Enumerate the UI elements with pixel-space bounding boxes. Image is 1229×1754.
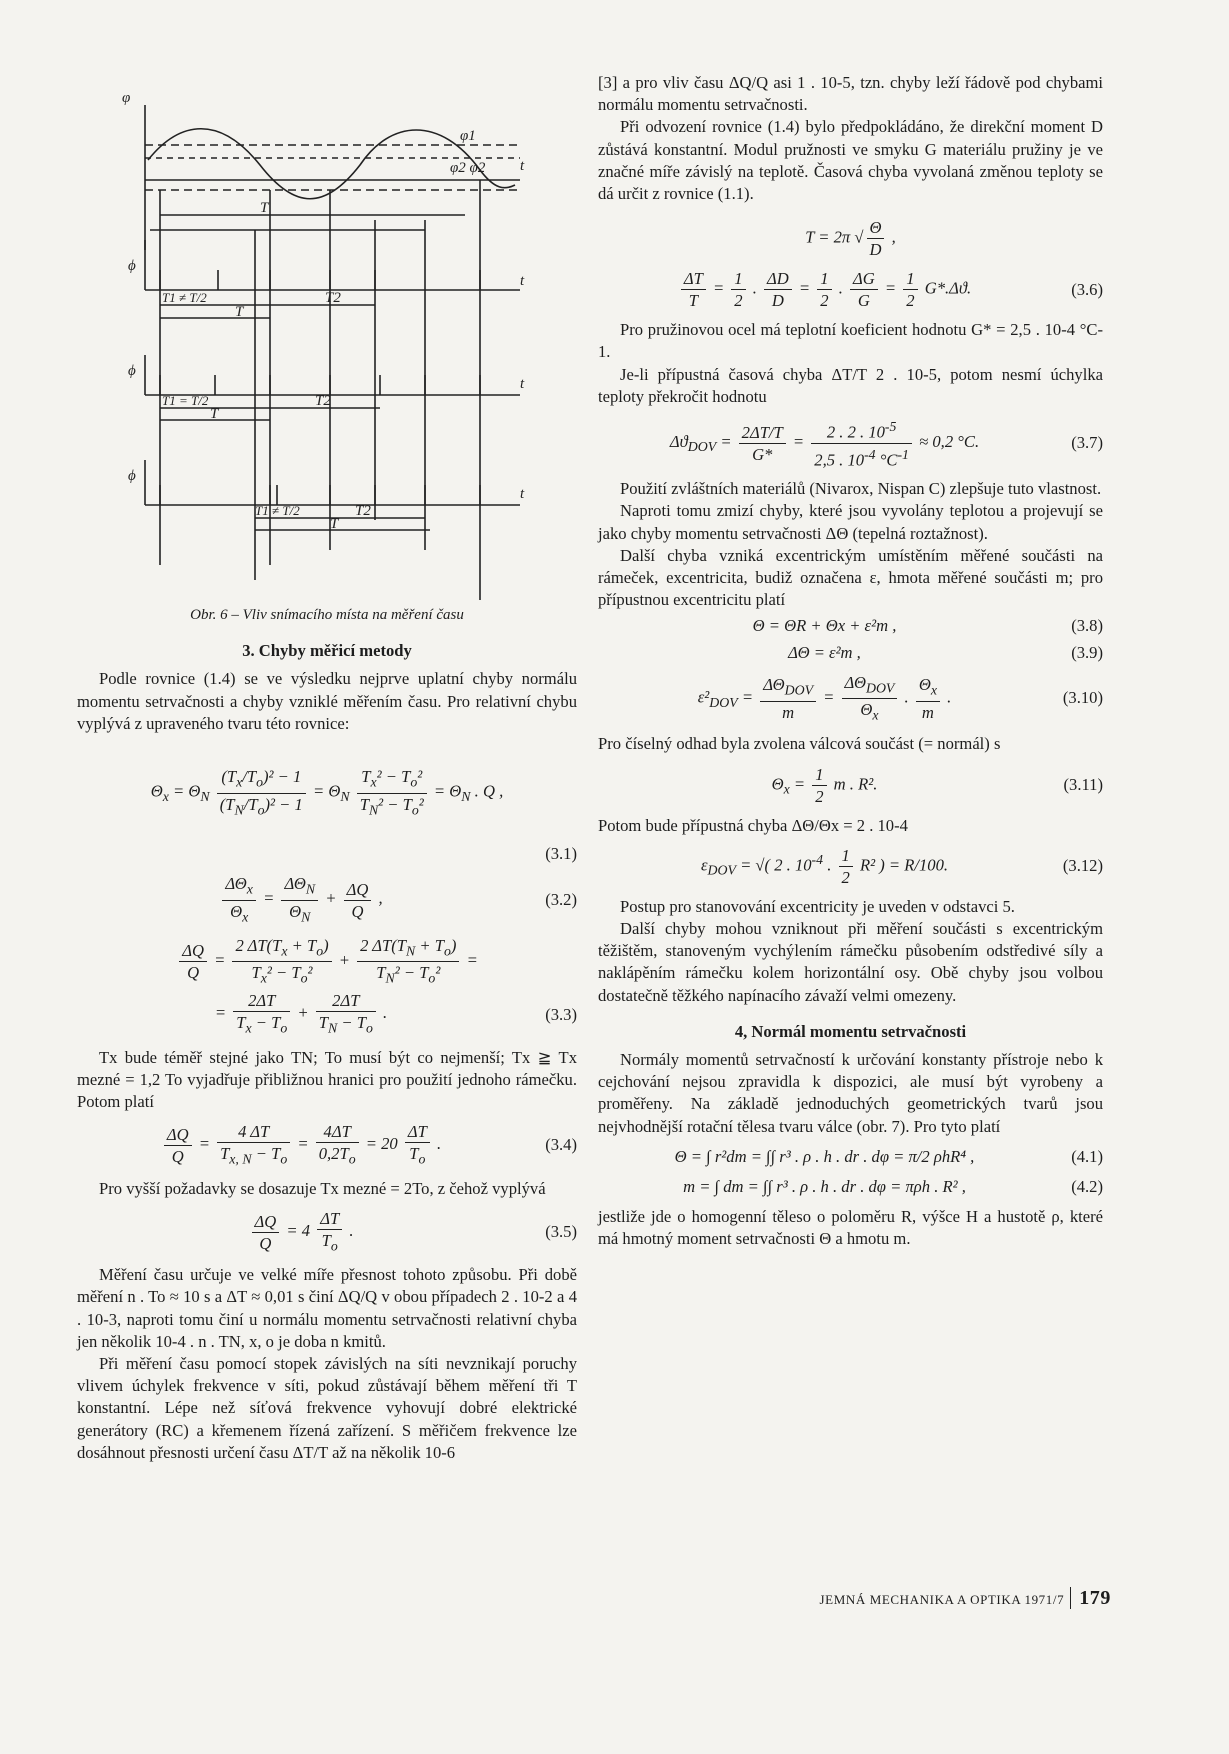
paragraph: [3] a pro vliv času ΔQ/Q asi 1 . 10-5, tzn. chyby leží řádově pod chybami normálu momentu setrvačnosti.: [598, 73, 1103, 115]
fig-label-T2-3: T2: [355, 503, 371, 519]
fig-label-t3: t: [520, 376, 525, 392]
equation-3-8: Θ = ΘR + Θx + ε²m , (3.8): [752, 616, 1103, 636]
paragraph: Při měření času pomocí stopek závislých na síti nevznikají poruchy vlivem úchylek frekvence v síti, pokud zůstávají během měření tři T konstantní. Lépe než síťová frekvence vyhovují dobré elektrické generátory (RC) a křemenem řízená zařízení. S měřičem frekvence lze dosáhnout přesnosti určení času ΔT/T až na několik 10-6: [77, 1354, 577, 1462]
page-number: 179: [1070, 1587, 1111, 1609]
equation-3-3b: = $\frac{2\Delta T}{T_x - T_o}$ + $\frac{2\Delta T}{T_N - T_o}$ . (3.3): [214, 991, 577, 1036]
equation-3-11: $\Theta_x$ = $\frac{1}{2}$ m . R². (3.11): [771, 764, 1103, 806]
fig-label-T-2: T: [210, 406, 219, 422]
paragraph: Podle rovnice (1.4) se ve výsledku nejprve uplatní chyby normálu momentu setrvačnosti a chyby vzniklé měřením času. Pro relativní chybu vyplývá z upraveného tvaru této rovnice:: [77, 669, 577, 733]
equation-3-2: $\frac{\Delta\Theta_x}{\Theta_x}$ = $\frac{\Delta\Theta_N}{\Theta_N}$ + $\frac{\Delta Q}{Q}$ , (3.2): [77, 873, 577, 927]
paragraph: Další chyba vzniká excentrickým umístěním měřené součásti na rámeček, excentricita, budiž označena ε, hmota měřené součásti m; pro přípustnou excentricitu platí: [598, 545, 1103, 610]
fig-label-T-top: T: [260, 200, 269, 216]
figure-caption: Obr. 6 – Vliv snímacího místa na měření času: [190, 607, 464, 623]
equation-3-7: $\Delta ϑ_{DOV}$ = $\frac{2\Delta T/T}{G*}$ = $\frac{2 . 2 . 10^{-5}}{2,5 . 10^{-4} ^\circ C^{-1}}$ ≈ 0,2 °C. (3.7): [598, 416, 1103, 470]
paragraph: Použití zvláštních materiálů (Nivarox, Nispan C) zlepšuje tuto vlastnost.: [620, 479, 1102, 499]
fig-label-t2: t: [520, 273, 525, 289]
equation-3-3a: $\frac{\Delta Q}{Q}$ = $\frac{2 \Delta T(T_x + T_o)}{T_x^2 - T_o^2}$ + $\frac{2 \Delta T(T_N + T_o)}{T_N^2 - T_o^2}$ =: [77, 935, 577, 989]
paragraph: Normály momentů setrvačností k určování konstanty přístroje nebo k cejchování nejsou zpravidla k dispozici, ale musí být vyrobeny a proměřeny. Na základě jednoduchých geometrických tvarů jsou nejvhodnější rotační tělesa tvaru válce (obr. 7). Pro tyto platí: [598, 1049, 1103, 1136]
paragraph: Při odvození rovnice (1.4) bylo předpokládáno, že direkční moment D zůstává konstantní. Modul pružnosti ve smyku G materiálu pružiny je ve značné míře závislý na teplotě. Časová chyba vyvolaná změnou teploty se dá určit z rovnice (1.1).: [598, 117, 1103, 204]
fig-label-T-1: T: [235, 304, 244, 320]
journal-name: JEMNÁ MECHANIKA A OPTIKA 1971/7: [819, 1592, 1065, 1607]
fig-label-T1-neq: T1 ≠ T/2: [162, 290, 207, 305]
fig-label-phi-axis: φ: [122, 90, 131, 106]
fig-label-T1-neq-2: T1 ≠ T/2: [255, 503, 300, 518]
fig-label-t4: t: [520, 486, 525, 502]
section-heading-4: 4, Normál momentu setrvačnosti: [734, 1021, 967, 1041]
fig-label-pulse1: ϕ: [128, 258, 136, 274]
equation-3-10: $\varepsilon^2_{DOV}$ = $\frac{\Delta\Theta_{DOV}}{m}$ = $\frac{\Delta\Theta_{DOV}}{\Theta_x}$ . $\frac{\Theta_x}{m}$ . (3.10): [697, 672, 1103, 723]
right-column: [598, 72, 1103, 1251]
fig-label-phi2: φ2 φ2: [450, 160, 486, 176]
paragraph: Naproti tomu zmizí chyby, které jsou vyvolány teplotou a projevují se jako chyby momentu setrvačnosti ΔΘ (tepelná roztažnost).: [598, 501, 1103, 543]
equation-3-12: $\varepsilon_{DOV}$ = √( 2 . $10^{-4}$ . $\frac{1}{2}$ R² ) = R/100. (3.12): [700, 845, 1103, 887]
fig-label-T2-1: T2: [325, 290, 341, 306]
equation-3-6: $\frac{\Delta T}{T}$ = $\frac{1}{2}$ . $\frac{\Delta D}{D}$ = $\frac{1}{2}$ . $\frac{\Delta G}{G}$ = $\frac{1}{2}$ G*.Δϑ. (3.6): [598, 268, 1103, 311]
fig-label-T1-eq: T1 = T/2: [162, 393, 209, 408]
equation-T-root: T = 2π √ $\frac{\Theta}{D}$ ,: [805, 218, 896, 260]
paragraph: Pro číselný odhad byla zvolena válcová součást (= normál) s: [598, 734, 1001, 754]
equation-4-2: m = ∫ dm = ∫∫ r³ . ρ . h . dr . dφ = πρh . R² , (4.2): [683, 1176, 1103, 1196]
paragraph: Postup pro stanovování excentricity je uveden v odstavci 5.: [620, 896, 1015, 916]
paragraph: Potom bude přípustná chyba ΔΘ/Θx = 2 . 10-4: [598, 815, 908, 835]
equation-3-9: ΔΘ = ε²m , (3.9): [788, 642, 1103, 662]
equation-3-5: $\frac{\Delta Q}{Q}$ = 4 $\frac{\Delta T}{T_o}$ . (3.5): [77, 1208, 577, 1256]
fig-label-pulse2: ϕ: [128, 363, 136, 379]
equation-3-4: $\frac{\Delta Q}{Q}$ = $\frac{4 \Delta T}{T_{x, N} - T_o}$ = $\frac{4\Delta T}{0,2T_o}$ = 20 $\frac{\Delta T}{T_o}$ . (3.4): [77, 1121, 577, 1169]
equation-4-1: Θ = ∫ r²dm = ∫∫ r³ . ρ . h . dr . dφ = π/2 ρhR⁴ , (4.1): [674, 1146, 1103, 1166]
fig-label-pulse3: ϕ: [128, 468, 136, 484]
paragraph: Pro vyšší požadavky se dosazuje Tx mezné = 2To, z čehož vyplývá: [99, 1178, 546, 1198]
fig-label-T2-2: T2: [315, 393, 331, 409]
fig-label-T-3: T: [330, 516, 339, 532]
page-footer: [820, 1587, 1111, 1610]
equation-3-1: $\Theta_x = \Theta_N$ $\frac{(T_x/T_o)^2 - 1}{(T_N/T_o)^2 - 1}$ = $\Theta_N$ $\frac{T_x^2 - T_o^2}{T_N^2 - T_o^2}$ = $\Theta_N$ . Q ,: [150, 767, 504, 817]
left-column: [77, 600, 577, 1464]
fig-label-phi1: φ1: [460, 128, 476, 144]
fig-label-t1: t: [520, 158, 525, 174]
paragraph: Další chyby mohou vzniknout při měření součásti s excentrickým těžištěm, stanoveným vychýlením rámečku působením odstředivé síly a naklápěním rámečku kolem horizontální osy. Obě chyby jsou volbou dostatečně těžkého napínacího závaží velmi omezeny.: [598, 918, 1103, 1005]
equation-3-1-number: (3.1): [545, 844, 577, 864]
paragraph: Tx bude téměř stejné jako TN; To musí být co nejmenší; Tx ≧ Tx mezné = 1,2 To vyjadřuje přibližnou hranici pro použití jednoho rámečku. Potom platí: [77, 1047, 577, 1112]
paragraph: jestliže jde o homogenní těleso o poloměru R, výšce H a hustotě ρ, které má hmotný moment setrvačnosti Θ a hmotu m.: [598, 1207, 1103, 1249]
paragraph: Pro pružinovou ocel má teplotní koeficient hodnotu G* = 2,5 . 10-4 °C-1.: [598, 320, 1103, 362]
paragraph: Měření času určuje ve velké míře přesnost tohoto způsobu. Při době měření n . To ≈ 10 s a ΔT ≈ 0,01 s činí ΔQ/Q v obou případech 2 . 10-2 a 4 . 10-3, naproti tomu činí u normálu momentu setrvačnosti relativní chyba jen několik 10-4 . n . TN, x, o je doba n kmitů.: [77, 1265, 577, 1351]
figure-timing-diagram: [100, 90, 570, 600]
section-heading-3: 3. Chyby měřicí metody: [242, 641, 412, 661]
paragraph: Je-li přípustná časová chyba ΔT/T 2 . 10-5, potom nesmí úchylka teploty překročit hodnotu: [598, 364, 1103, 406]
